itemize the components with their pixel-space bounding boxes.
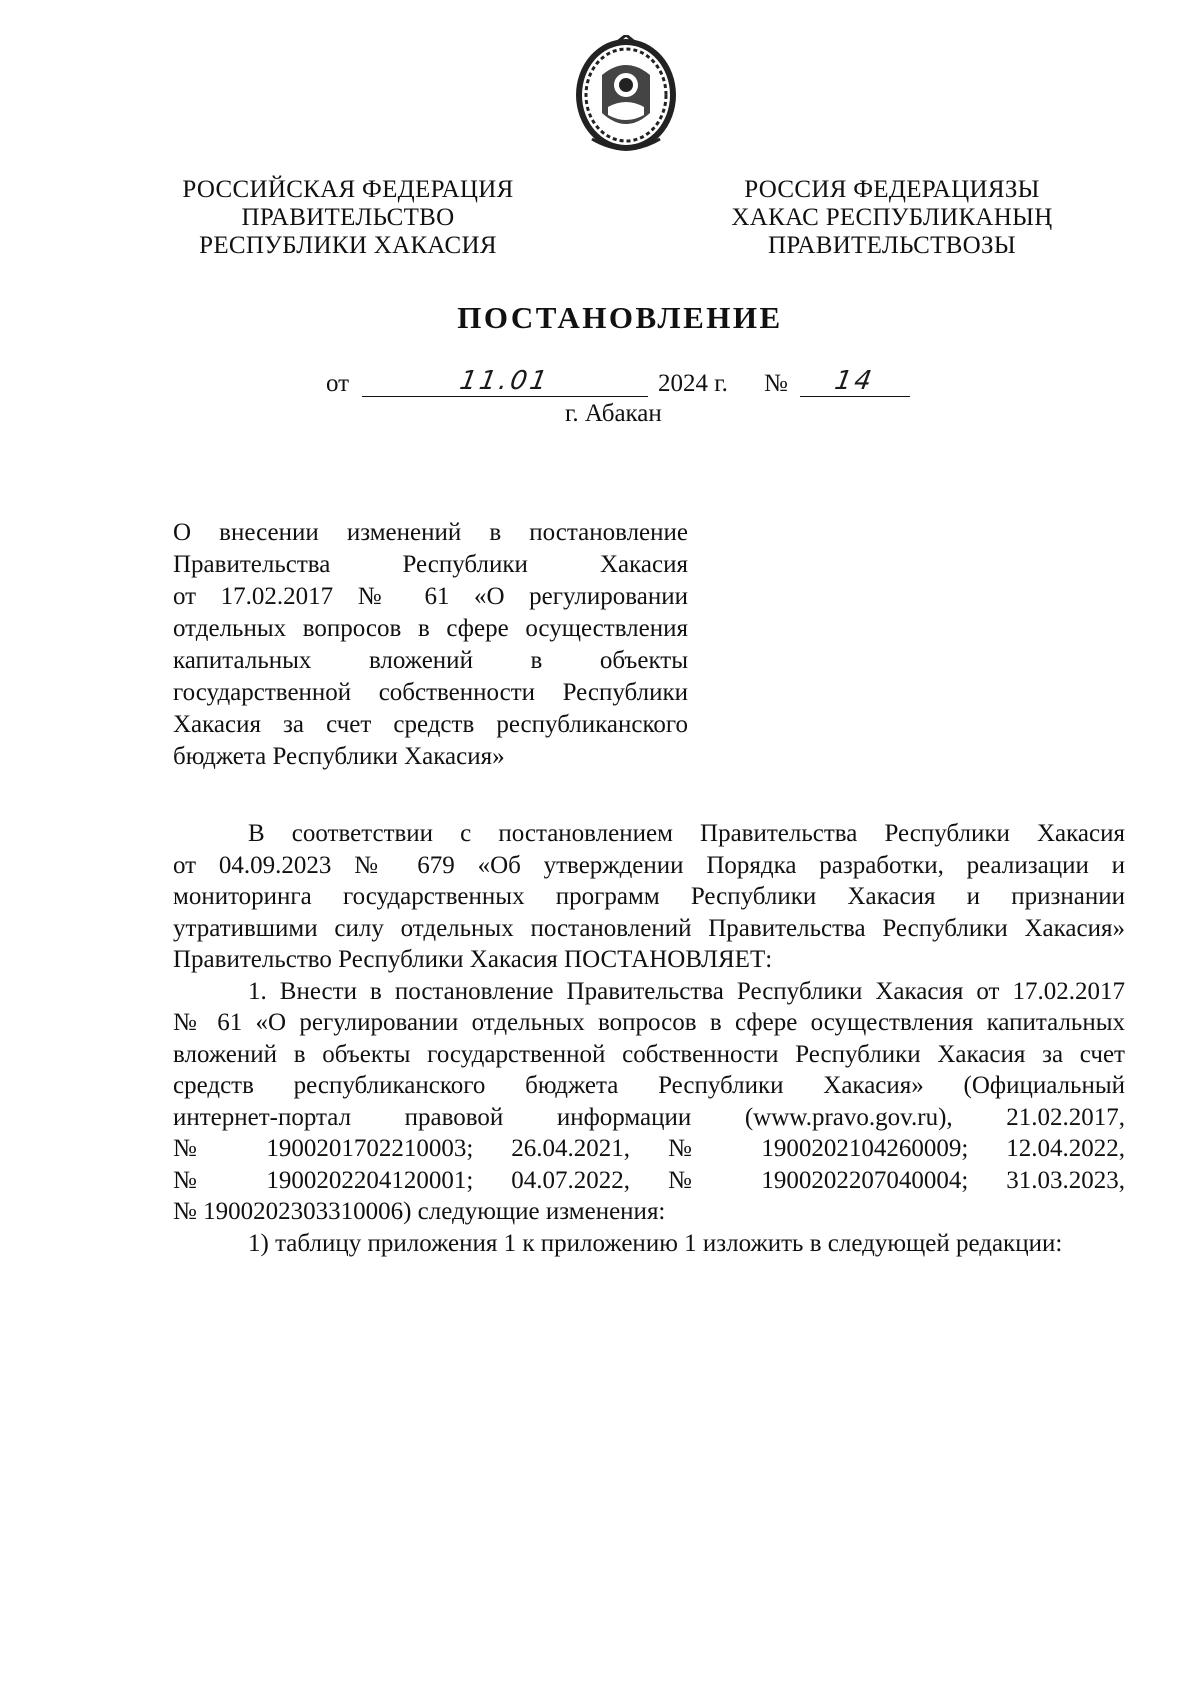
header-right-line: ПРАВИТЕЛЬСТВОЗЫ bbox=[768, 232, 1016, 259]
date-field bbox=[362, 366, 648, 397]
header-right-line: ХАКАС РЕСПУБЛИКАНЫҢ bbox=[731, 204, 1053, 231]
document-body bbox=[173, 818, 1125, 1259]
document-title: ПОСТАНОВЛЕНИЕ bbox=[457, 300, 783, 335]
subject-line: отдельных вопросов в сфере осуществления bbox=[173, 615, 688, 642]
header-left-line: ПРАВИТЕЛЬСТВО bbox=[241, 204, 455, 231]
body-line: № 1900202303310006) следующие изменения: bbox=[173, 1198, 666, 1225]
subject-heading bbox=[173, 517, 688, 773]
header-russian bbox=[178, 176, 518, 260]
number-label: № bbox=[764, 370, 788, 397]
number-field bbox=[800, 366, 910, 397]
body-line: интернет-портал правовой информации (www.pravo.gov.ru), 21.02.2017, bbox=[173, 1103, 1125, 1131]
subject-line: капитальных вложений в объекты bbox=[173, 647, 688, 674]
subject-line: Правительства Республики Хакасия bbox=[173, 551, 688, 578]
body-line: утратившими силу отдельных постановлений Правительства Республики Хакасия» bbox=[173, 914, 1125, 942]
header-left-line: РЕСПУБЛИКИ ХАКАСИЯ bbox=[199, 232, 497, 259]
number-value: 14 bbox=[832, 366, 878, 396]
header-left-line: РОССИЙСКАЯ ФЕДЕРАЦИЯ bbox=[182, 176, 514, 203]
subject-line: О внесении изменений в постановление bbox=[173, 519, 688, 546]
body-line: № 1900201702210003; 26.04.2021, № 1900202104260009; 12.04.2022, bbox=[173, 1135, 1125, 1162]
date-value: 11.01 bbox=[457, 366, 553, 396]
from-label: от bbox=[326, 370, 350, 397]
body-line: от 04.09.2023 № 679 «Об утверждении Порядка разработки, реализации и bbox=[173, 851, 1125, 879]
body-line: № 1900202204120001; 04.07.2022, № 1900202207040004; 31.03.2023, bbox=[173, 1166, 1125, 1194]
body-line: средств республиканского бюджета Республики Хакасия» (Официальный bbox=[173, 1072, 1125, 1099]
subject-line: от 17.02.2017 № 61 «О регулировании bbox=[173, 583, 688, 610]
city-label: г. Абакан bbox=[565, 400, 662, 427]
subject-line: Хакасия за счет средств республиканского bbox=[173, 711, 688, 738]
body-line: 1) таблицу приложения 1 к приложению 1 изложить в следующей редакции: bbox=[248, 1229, 1063, 1257]
header-khakas bbox=[727, 176, 1057, 260]
body-line: № 61 «О регулировании отдельных вопросов в сфере осуществления капитальных bbox=[173, 1009, 1125, 1036]
coat-of-arms-emblem bbox=[572, 35, 680, 159]
body-line: вложений в объекты государственной собственности Республики Хакасия за счет bbox=[173, 1040, 1125, 1068]
header-right-line: РОССИЯ ФЕДЕРАЦИЯЗЫ bbox=[744, 176, 1040, 203]
body-line: 1. Внести в постановление Правительства Республики Хакасия от 17.02.2017 bbox=[248, 977, 1125, 1005]
body-line: мониторинга государственных программ Республики Хакасия и признании bbox=[173, 883, 1125, 910]
subject-line: государственной собственности Республики bbox=[173, 679, 688, 706]
body-line: В соответствии с постановлением Правительства Республики Хакасия bbox=[248, 820, 1125, 847]
year-label: 2024 г. bbox=[658, 370, 728, 397]
subject-line: бюджета Республики Хакасия» bbox=[173, 743, 505, 770]
body-line: Правительство Республики Хакасия ПОСТАНОВЛЯЕТ: bbox=[173, 946, 773, 973]
